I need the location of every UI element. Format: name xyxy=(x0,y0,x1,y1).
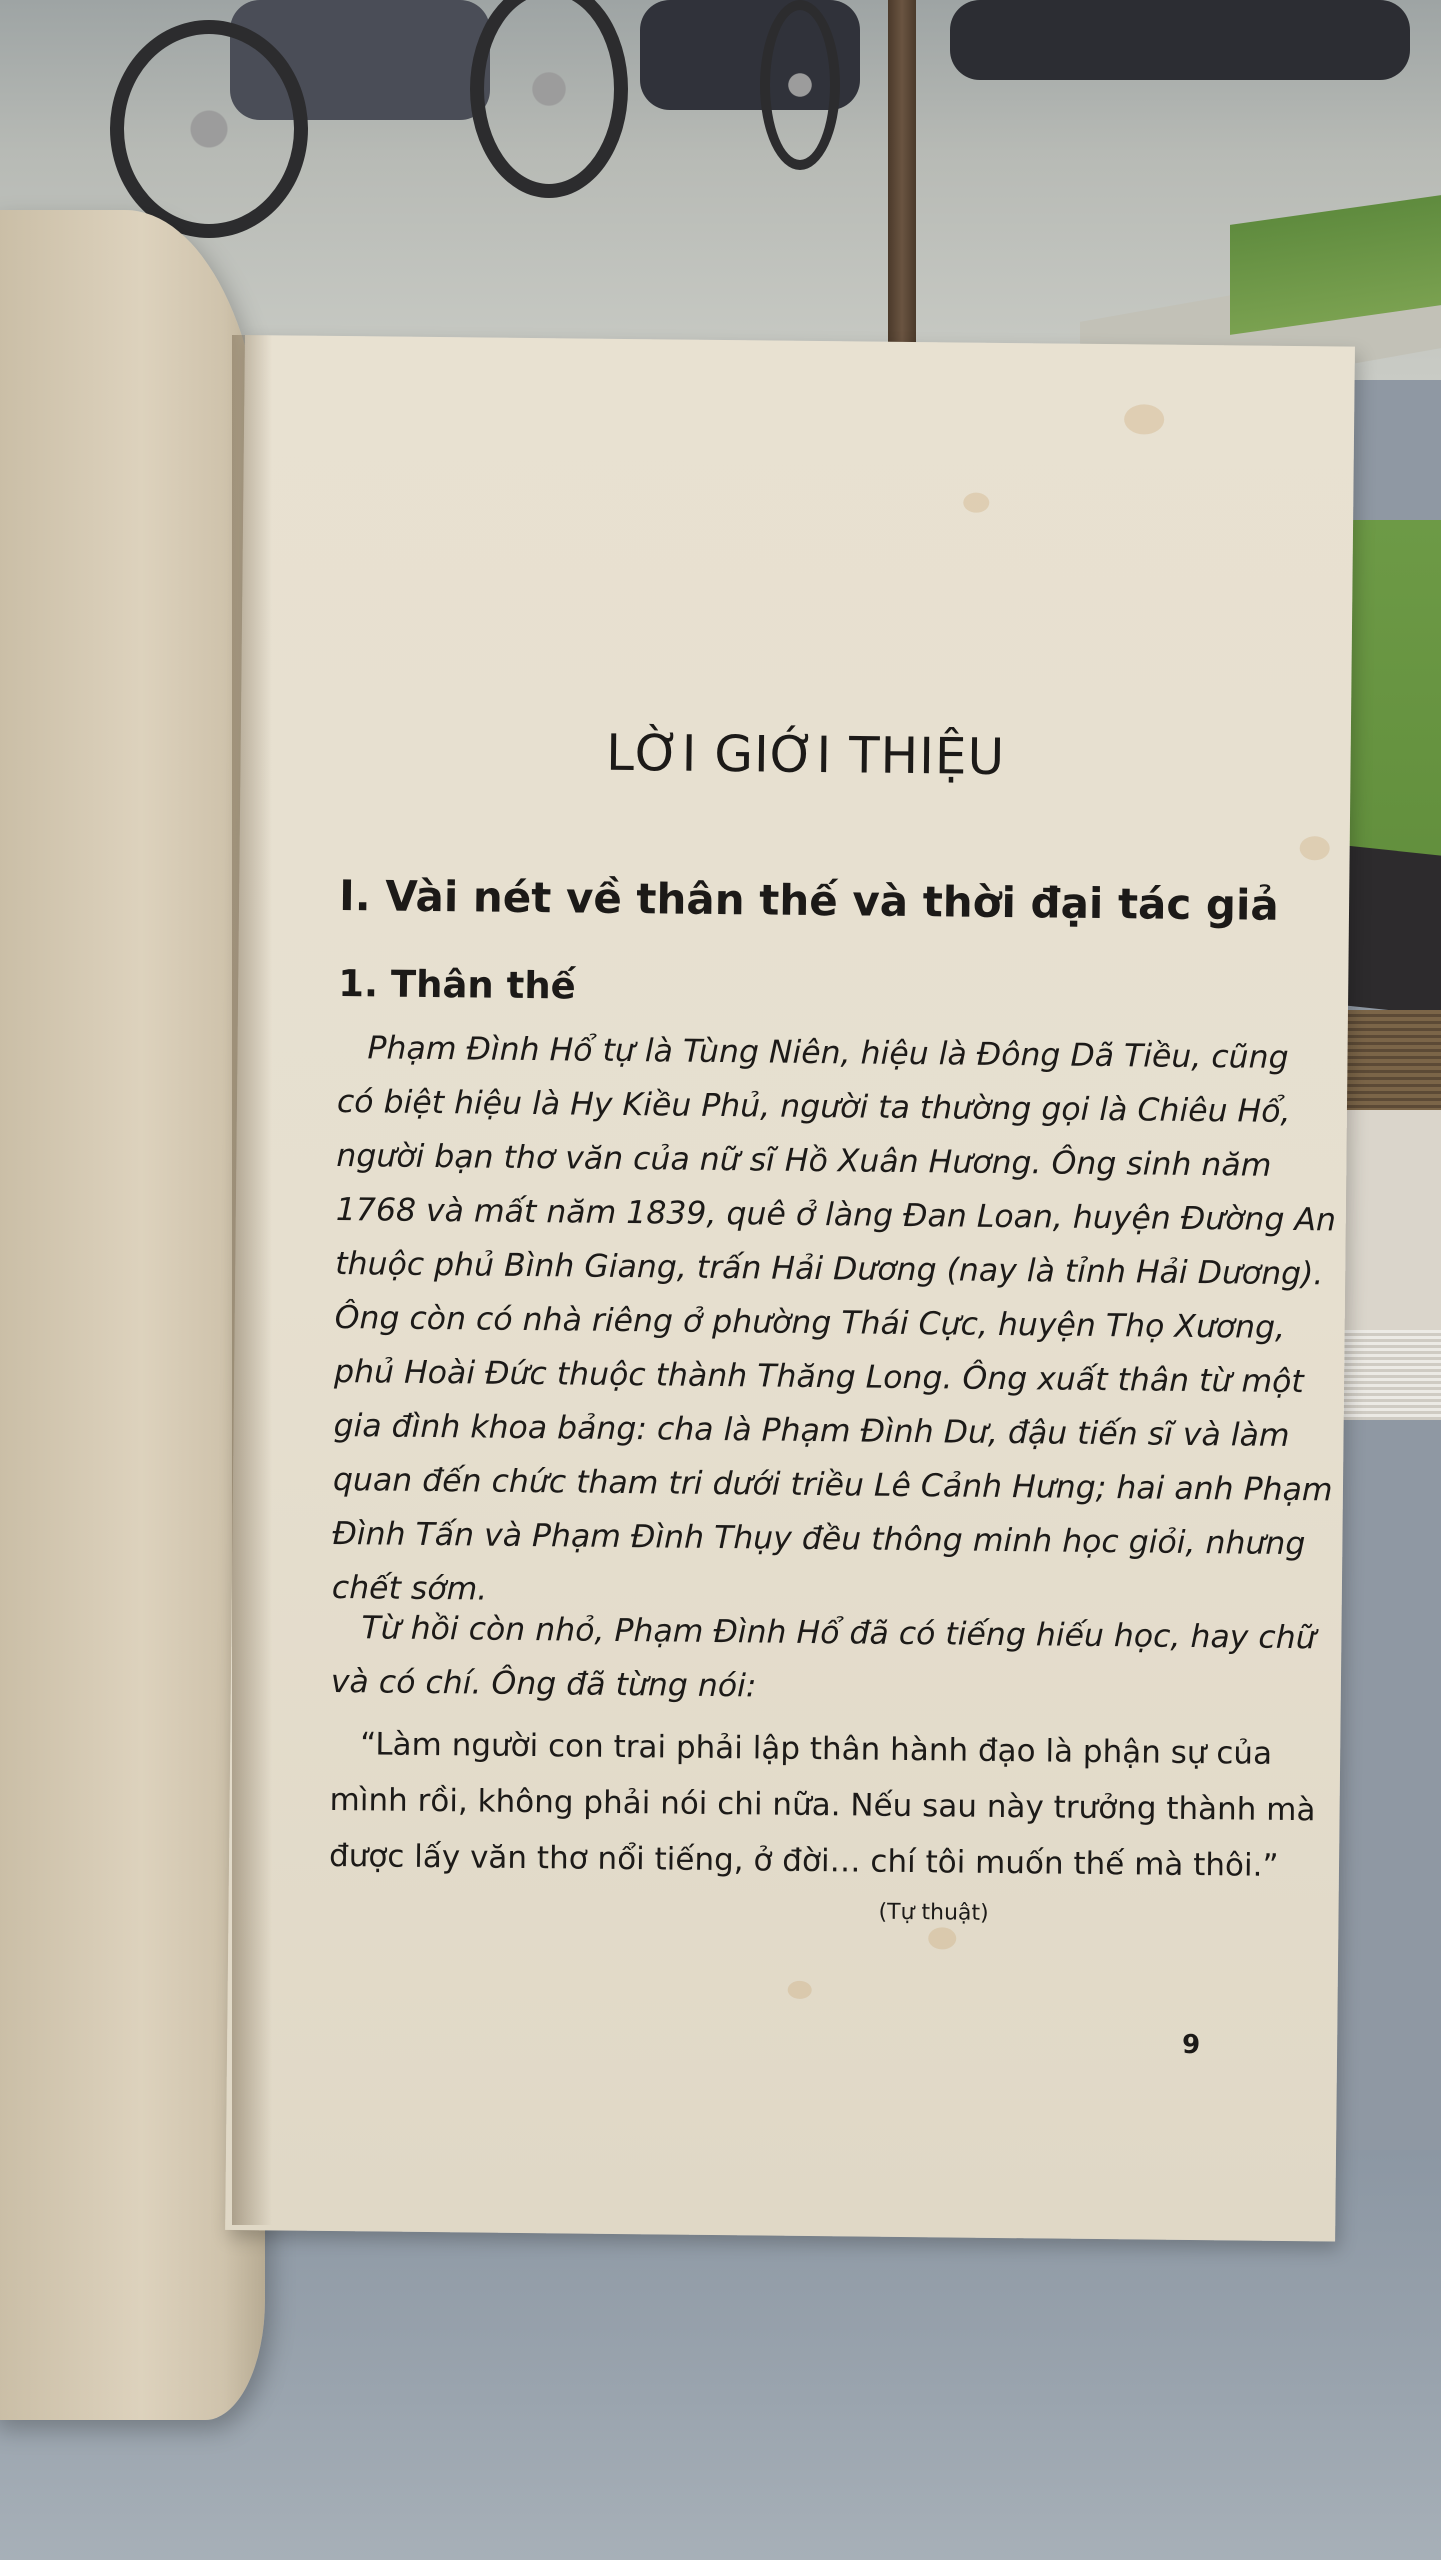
text-line: gia đình khoa bảng: cha là Phạm Đình Dư, đậu tiến sĩ và làm xyxy=(333,1407,1290,1454)
left-page xyxy=(0,210,265,2420)
text-line: 1768 và mất năm 1839, quê ở làng Đan Loan, huyện Đường An xyxy=(335,1192,1337,1239)
text-line: có biệt hiệu là Hy Kiều Phủ, người ta thường gọi là Chiêu Hổ, xyxy=(336,1084,1291,1130)
book-cover xyxy=(1335,1110,1441,1330)
text-line: phủ Hoài Đức thuộc thành Thăng Long. Ông xuất thân từ một xyxy=(333,1353,1304,1401)
text-line: Phạm Đình Hổ tự là Tùng Niên, hiệu là Đông Dã Tiều, cũng xyxy=(367,1030,1289,1076)
text-line: quan đến chức tham tri dưới triều Lê Cảnh Hưng; hai anh Phạm xyxy=(332,1461,1333,1509)
page-title: LỜI GIỚI THIỆU xyxy=(605,723,1006,786)
text-line: Từ hồi còn nhỏ, Phạm Đình Hổ đã có tiếng hiếu học, hay chữ xyxy=(361,1610,1316,1657)
paragraph-childhood xyxy=(330,1601,1316,1718)
text-line: Đình Tấn và Phạm Đình Thụy đều thông minh học giỏi, nhưng xyxy=(332,1515,1306,1563)
text-line: thuộc phủ Bình Giang, trấn Hải Dương (nay là tỉnh Hải Dương). xyxy=(335,1245,1324,1293)
text-line: Ông còn có nhà riêng ở phường Thái Cực, huyện Thọ Xương, xyxy=(334,1299,1286,1346)
wooden-pole xyxy=(888,0,916,360)
stacked-books xyxy=(1335,850,1441,1550)
text-line: và có chí. Ông đã từng nói: xyxy=(330,1663,757,1705)
text-line: người bạn thơ văn của nữ sĩ Hồ Xuân Hương. Ông sinh năm xyxy=(336,1138,1272,1184)
right-page xyxy=(225,335,1355,2242)
motorbike-row xyxy=(950,0,1410,80)
page-number: 9 xyxy=(1181,2029,1201,2061)
book-pages-edge xyxy=(1335,1330,1441,1420)
quote-line: được lấy văn thơ nổi tiếng, ở đời… chí tôi muốn thế mà thôi.” xyxy=(328,1837,1279,1884)
book-gutter-shadow xyxy=(232,335,272,2225)
motorbike-wheel xyxy=(110,20,308,238)
book-pages-edge xyxy=(1335,1010,1441,1110)
paragraph-biography xyxy=(331,1021,1337,1624)
text-line: chết sớm. xyxy=(331,1569,488,1608)
motorbike-wheel xyxy=(760,0,840,170)
quote-line: mình rồi, không phải nói chi nữa. Nếu sau này trưởng thành mà xyxy=(329,1781,1316,1829)
quotation xyxy=(328,1716,1316,1893)
quote-source: (Tự thuật) xyxy=(878,1899,989,1926)
age-spot xyxy=(1300,836,1330,860)
book-cover xyxy=(1335,844,1441,1015)
subsection-heading: 1. Thân thế xyxy=(337,962,577,1008)
quote-line: “Làm người con trai phải lập thân hành đạo là phận sự của xyxy=(360,1726,1273,1772)
page-text-block xyxy=(325,336,1337,2241)
section-heading: I. Vài nét về thân thế và thời đại tác giả xyxy=(338,871,1279,930)
